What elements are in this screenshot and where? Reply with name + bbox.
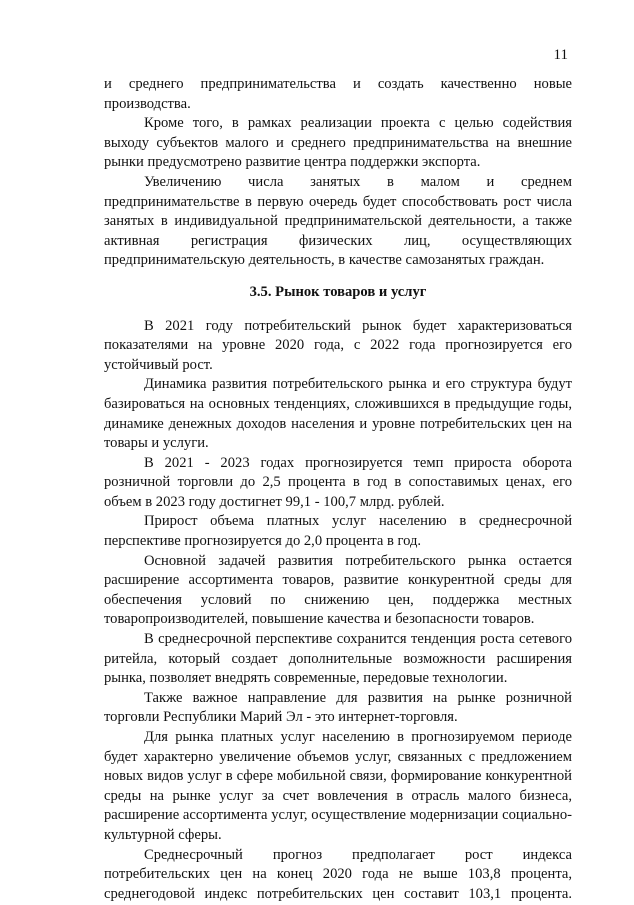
paragraph: и среднего предпринимательства и создать качественно новые производства. (104, 76, 572, 112)
paragraph: В среднесрочной перспективе сохранится тенденция роста сетевого ритейла, который создает дополнительные возможности расширения рынка, позволяет внедрять современные, передовые технологии. (104, 631, 572, 687)
paragraph: Увеличению числа занятых в малом и среднем предпринимательстве в первую очередь будет способствовать рост числа занятых в индивидуальной предпринимательской деятельности, а также активная регистрация физических лиц, осуществляющих предпринимательскую деятельность, в качестве самозанятых граждан. (104, 173, 572, 269)
page-number: 11 (553, 47, 568, 63)
paragraph: Также важное направление для развития на рынке розничной торговли Республики Марий Эл - это интернет-торговля. (104, 689, 572, 726)
paragraph: Для рынка платных услуг населению в прогнозируемом периоде будет характерно увеличение объемов услуг, связанных с предложением новых видов услуг в сфере мобильной связи, формирование конкурентной среды на рынке услуг за счет вовлечения в отрасль малого бизнеса, расширение ассортимента услуг, осуществление модернизации социально-культурной сферы. (104, 729, 572, 843)
paragraph: Кроме того, в рамках реализации проекта с целью содействия выходу субъектов малого и среднего предпринимательства на внешние рынки предусмотрено развитие центра поддержки экспорта. (104, 115, 572, 171)
paragraph: Среднесрочный прогноз предполагает рост индекса потребительских цен на конец 2020 года не выше 103,8 процента, среднегодовой индекс потребительских цен составит 103,1 процента. (104, 846, 572, 902)
section-heading: 3.5. Рынок товаров и услуг (249, 283, 427, 300)
paragraph: В 2021 году потребительский рынок будет характеризоваться показателями на уровне 2020 года, с 2022 года прогнозируется его устойчивый рост. (104, 317, 572, 373)
paragraph: В 2021 - 2023 годах прогнозируется темп прироста оборота розничной торговли до 2,5 процента в год в сопоставимых ценах, его объем в 2023 году достигнет 99,1 - 100,7 млрд. рублей. (104, 454, 572, 510)
paragraph: Динамика развития потребительского рынка и его структура будут базироваться на основных тенденциях, сложившихся в предыдущие годы, динамике денежных доходов населения и уровне потребительских цен на товары и услуги. (104, 376, 572, 452)
paragraph: Основной задачей развития потребительского рынка остается расширение ассортимента товаров, развитие конкурентной среды для обеспечения условий по снижению цен, поддержка местных товаропроизводителей, повышение качества и безопасности товаров. (104, 552, 572, 628)
paragraph: Прирост объема платных услуг населению в среднесрочной перспективе прогнозируется до 2,0 процента в год. (104, 513, 572, 550)
page-body (104, 75, 572, 904)
